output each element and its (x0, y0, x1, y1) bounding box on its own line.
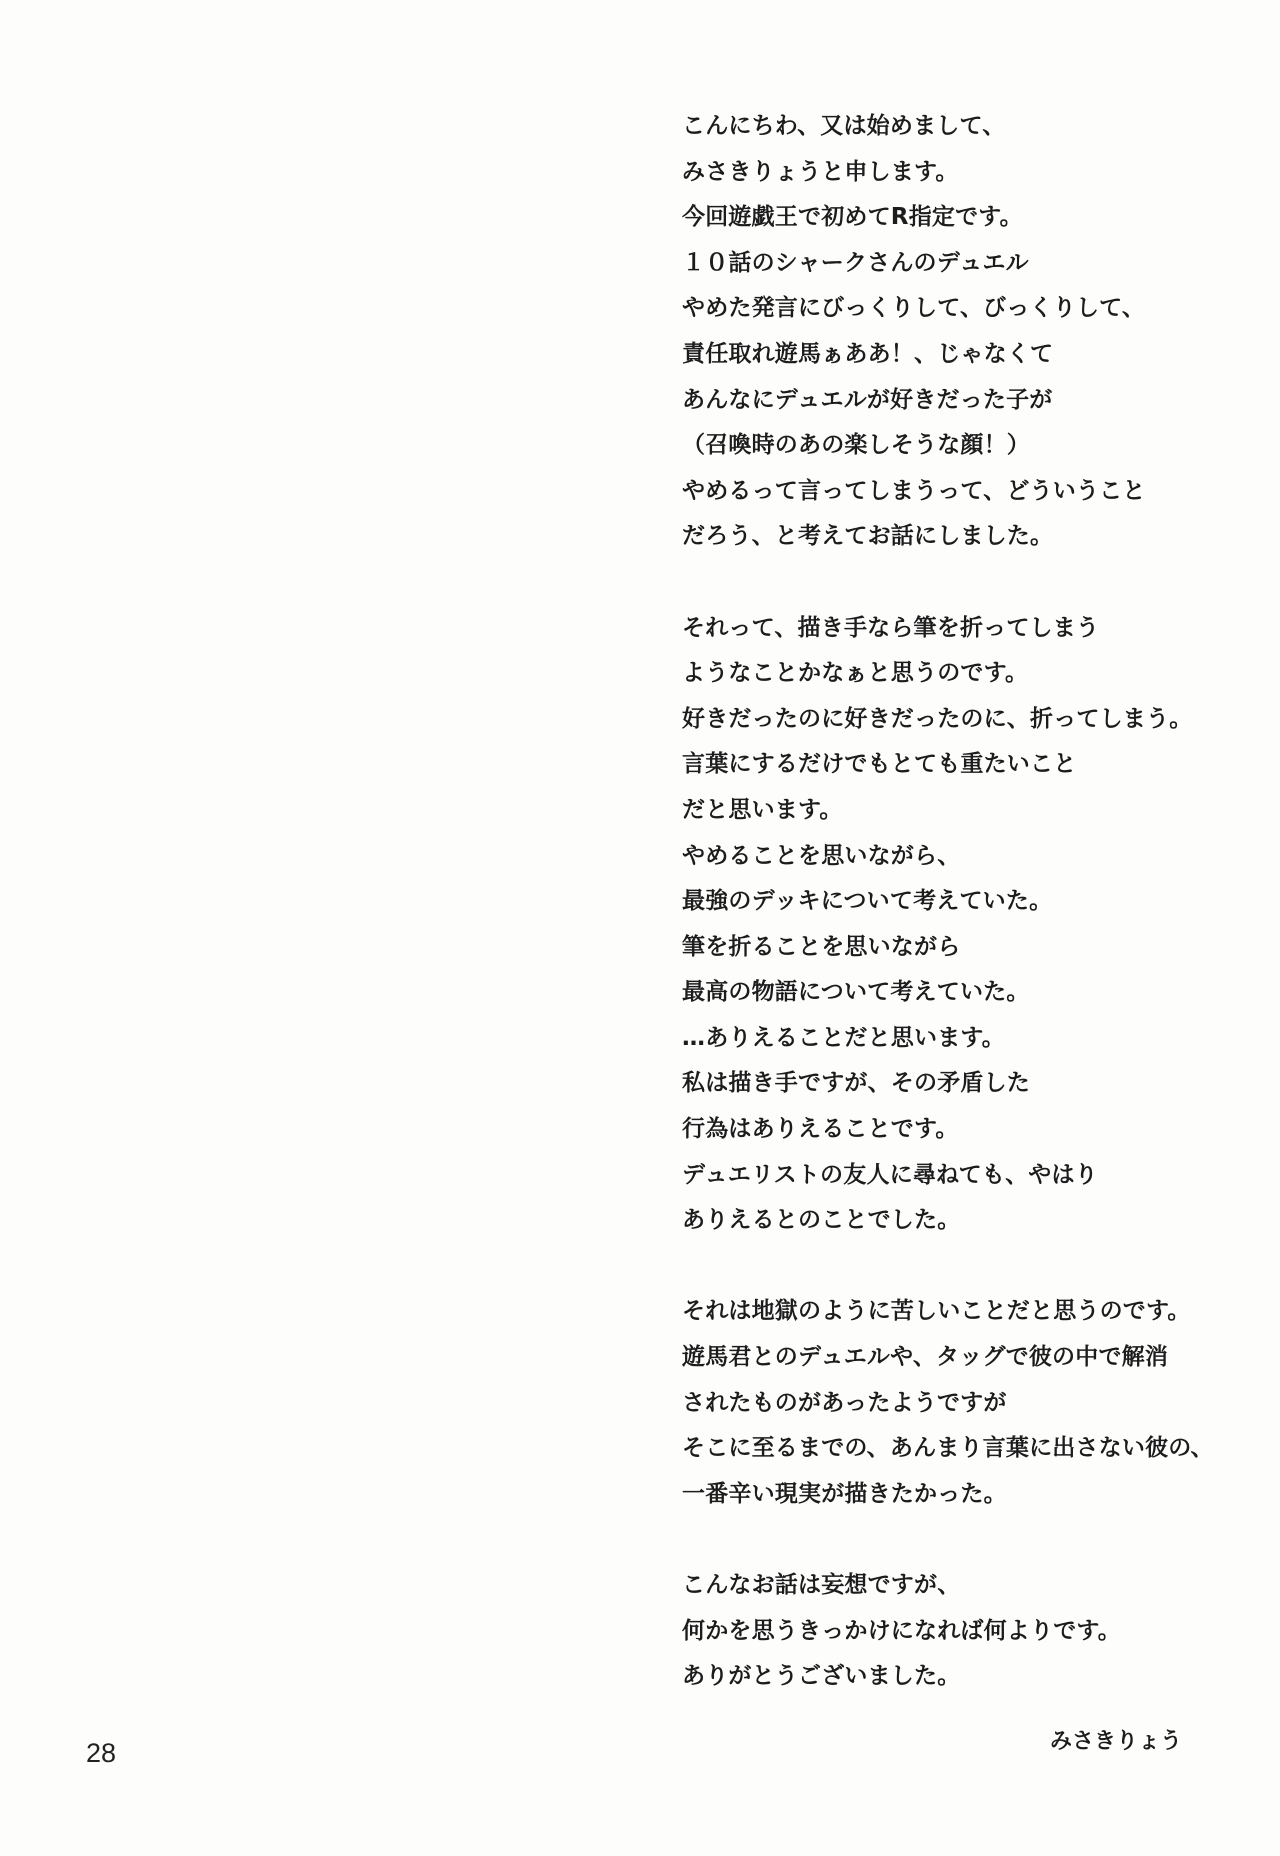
text-line: 一番辛い現実が描きたかった。 (682, 1480, 1007, 1507)
text-line: 私は描き手ですが、その矛盾した (682, 1070, 1030, 1097)
text-line: だろう、と考えてお話にしました。 (682, 523, 1054, 550)
paragraph-3 (682, 1289, 1242, 1517)
text-line: ありえるとのことでした。 (682, 1207, 961, 1234)
author-signature: みさきりょう (1050, 1729, 1183, 1754)
paragraph-1 (682, 104, 1242, 560)
text-line: 好きだったのに好きだったのに、折ってしまう。 (682, 705, 1193, 732)
text-line: （召喚時のあの楽しそうな顔！） (682, 432, 1030, 459)
text-line: それって、描き手なら筆を折ってしまう (682, 614, 1100, 641)
text-line: １０話のシャークさんのデュエル (682, 249, 1029, 276)
text-line: こんなお話は妄想ですが、 (682, 1572, 961, 1598)
text-line: やめることを思いながら、 (682, 842, 961, 869)
text-line: 何かを思うきっかけになれば何よりです。 (682, 1617, 1121, 1644)
text-line: ようなことかなぁと思うのです。 (682, 660, 1029, 687)
text-line: されたものがあったようですが (682, 1389, 1007, 1416)
text-line: そこに至るまでの、あんまり言葉に出さない彼の、 (682, 1435, 1214, 1462)
text-line: …ありえることだと思います。 (682, 1024, 1005, 1051)
paragraph-break (682, 1517, 1242, 1563)
text-line: みさきりょうと申します。 (682, 158, 959, 185)
text-line: 責任取れ遊馬ぁああ！、じゃなくて (682, 340, 1054, 367)
text-line: こんにちわ、又は始めまして、 (682, 113, 1006, 139)
text-line: 今回遊戯王で初めてR指定です。 (682, 204, 1023, 231)
afterword-text (682, 104, 1242, 1700)
text-line: だと思います。 (682, 796, 843, 823)
text-line: 行為はありえることです。 (682, 1116, 959, 1143)
text-line: 最強のデッキについて考えていた。 (682, 888, 1053, 915)
paragraph-break (682, 560, 1242, 606)
text-line: やめるって言ってしまうって、どういうこと (682, 477, 1146, 504)
text-line: 筆を折ることを思いながら (682, 933, 961, 960)
text-line: それは地獄のように苦しいことだと思うのです。 (682, 1298, 1191, 1325)
paragraph-break (682, 1244, 1242, 1290)
text-line: デュエリストの友人に尋ねても、やはり (682, 1161, 1098, 1188)
text-line: ありがとうございました。 (682, 1663, 961, 1690)
page-number: 28 (86, 1738, 117, 1768)
text-line: あんなにデュエルが好きだった子が (682, 386, 1053, 413)
text-line: やめた発言にびっくりして、びっくりして、 (682, 295, 1146, 322)
text-line: 遊馬君とのデュエルや、タッグで彼の中で解消 (682, 1344, 1169, 1371)
text-line: 最高の物語について考えていた。 (682, 979, 1030, 1006)
text-line: 言葉にするだけでもとても重たいこと (682, 751, 1077, 778)
paragraph-2 (682, 606, 1242, 1244)
paragraph-4 (682, 1563, 1242, 1700)
